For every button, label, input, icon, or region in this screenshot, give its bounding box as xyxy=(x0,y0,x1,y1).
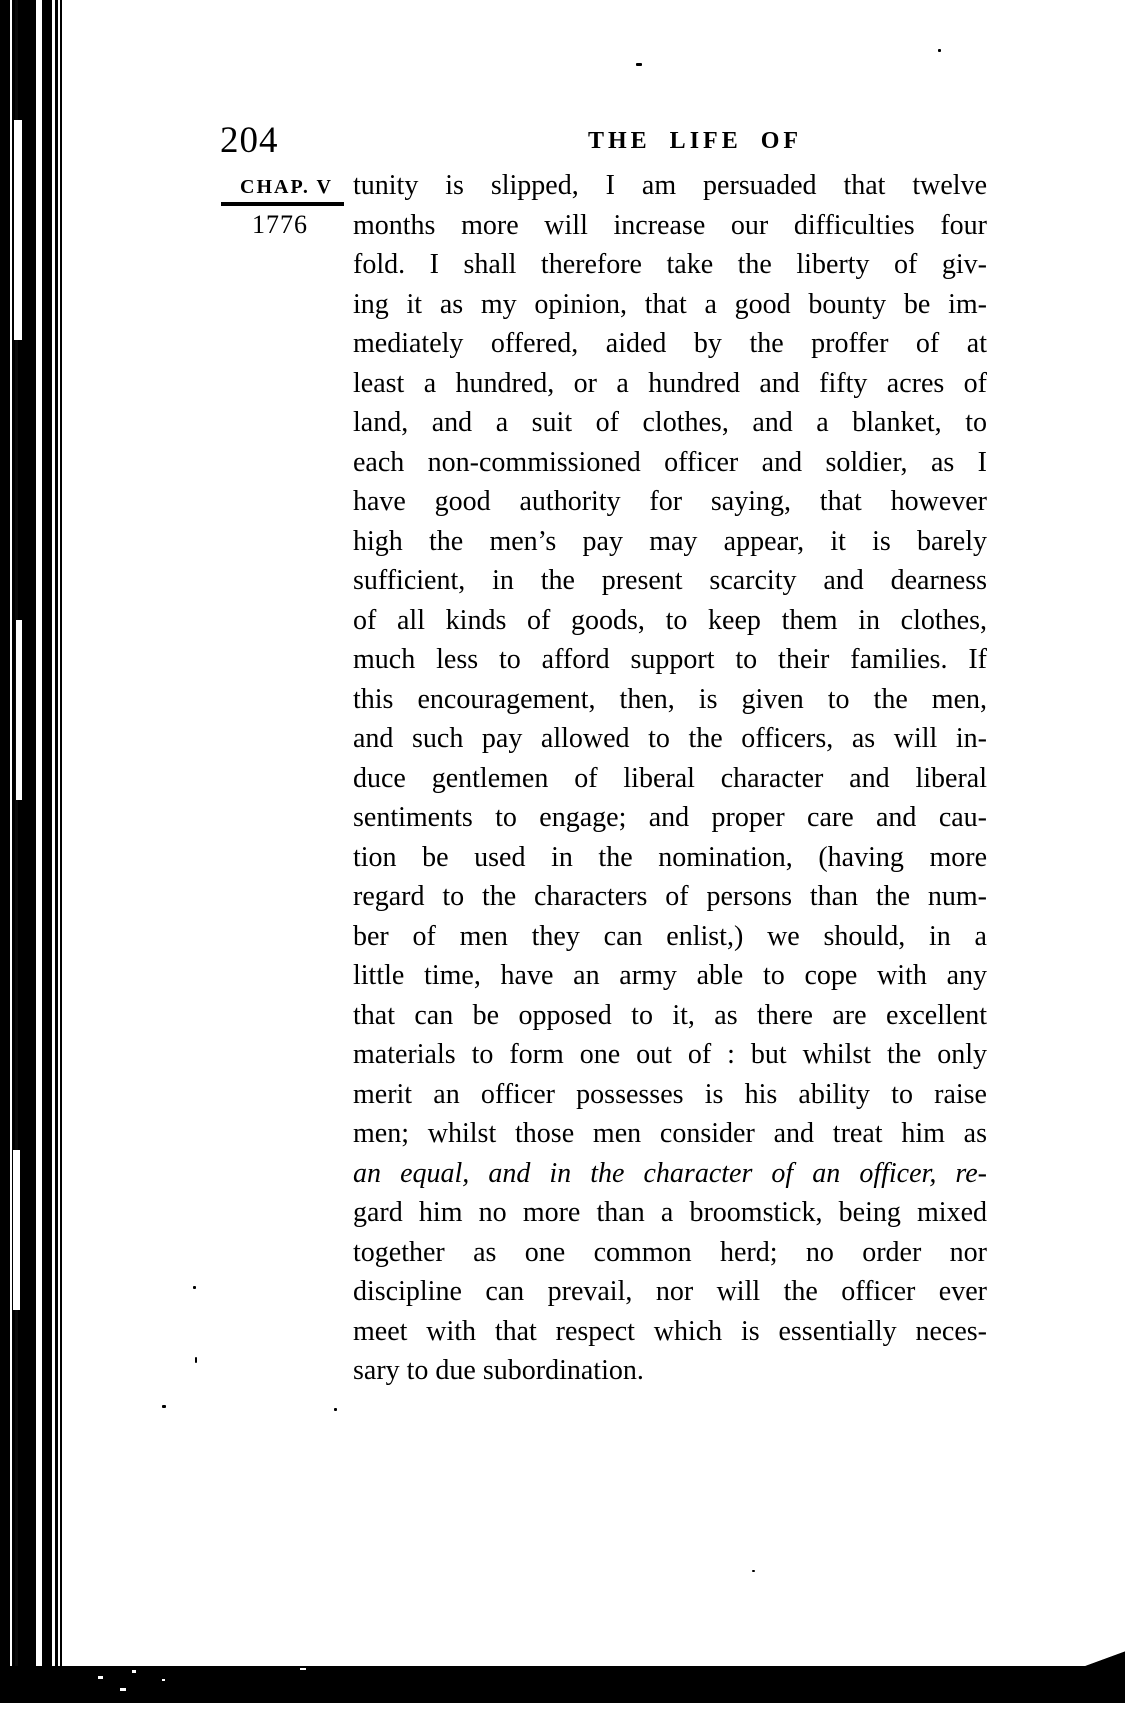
text-line: little time, have an army able to cope with any xyxy=(353,960,987,991)
sidenote-year: 1776 xyxy=(252,210,308,239)
scan-speck xyxy=(195,1357,197,1363)
text-line: sufficient, in the present scarcity and dearness xyxy=(353,565,987,596)
scan-speck xyxy=(636,63,642,66)
text-line: gard him no more than a broomstick, being mixed xyxy=(353,1197,987,1228)
text-line: tunity is slipped, I am persuaded that twelve xyxy=(353,170,987,201)
scan-speck xyxy=(98,1676,103,1679)
scan-speck xyxy=(120,1688,126,1691)
scan-speck xyxy=(300,1668,306,1670)
scan-speck xyxy=(162,1405,166,1408)
scan-speck xyxy=(334,1408,337,1411)
text-line: duce gentlemen of liberal character and liberal xyxy=(353,762,987,794)
text-line: sary to due subordination. xyxy=(353,1355,644,1386)
running-header: THE LIFE OF xyxy=(588,128,803,154)
page-number: 204 xyxy=(220,120,279,161)
scan-speck xyxy=(132,1670,136,1673)
book-gutter-shadow xyxy=(0,0,64,1668)
scan-speck xyxy=(938,49,941,52)
text-line: that can be opposed to it, as there are excellent xyxy=(353,999,987,1031)
text-line: have good authority for saying, that however xyxy=(353,486,987,517)
text-line: much less to afford support to their families. If xyxy=(353,644,987,675)
text-line: months more will increase our difficulties four xyxy=(353,209,987,241)
text-line: materials to form one out of : but whilst the only xyxy=(353,1039,987,1070)
text-line: ber of men they can enlist,) we should, in a xyxy=(353,920,987,952)
text-line: discipline can prevail, nor will the officer ever xyxy=(353,1276,987,1307)
text-line: together as one common herd; no order nor xyxy=(353,1236,987,1268)
sidenote-chapter: CHAP. V xyxy=(240,176,333,198)
text-line: mediately offered, aided by the proffer of at xyxy=(353,328,987,359)
text-line: men; whilst those men consider and treat him as xyxy=(353,1118,987,1149)
scan-bottom-edge-wedge xyxy=(1065,1645,1125,1667)
text-line: of all kinds of goods, to keep them in clothes, xyxy=(353,604,987,636)
text-line: this encouragement, then, is given to the men, xyxy=(353,683,987,715)
text-line: meet with that respect which is essentially neces- xyxy=(353,1315,987,1347)
gutter-streak xyxy=(13,1150,20,1310)
text-line: regard to the characters of persons than the num- xyxy=(353,881,987,912)
sidenote-rule xyxy=(221,202,344,206)
text-line: least a hundred, or a hundred and fifty acres of xyxy=(353,367,987,399)
scan-speck xyxy=(193,1286,196,1289)
text-line: high the men’s pay may appear, it is barely xyxy=(353,525,987,557)
text-line: each non-commissioned officer and soldier, as I xyxy=(353,446,987,478)
gutter-streak xyxy=(14,120,22,340)
scan-speck xyxy=(162,1679,165,1681)
text-line: and such pay allowed to the officers, as will in- xyxy=(353,723,987,754)
text-line: merit an officer possesses is his ability to raise xyxy=(353,1078,987,1110)
gutter-streak xyxy=(16,620,22,800)
scan-speck xyxy=(752,1570,755,1572)
text-line: tion be used in the nomination, (having more xyxy=(353,841,987,873)
text-line: ing it as my opinion, that a good bounty be im- xyxy=(353,288,987,320)
text-line-italic: an equal, and in the character of an officer, re- xyxy=(353,1157,987,1189)
body-text-column xyxy=(353,166,987,1391)
scan-bottom-edge xyxy=(0,1666,1125,1703)
text-line: fold. I shall therefore take the liberty of giv- xyxy=(353,249,987,280)
text-line: land, and a suit of clothes, and a blanket, to xyxy=(353,407,987,438)
text-line: sentiments to engage; and proper care and cau- xyxy=(353,802,987,833)
